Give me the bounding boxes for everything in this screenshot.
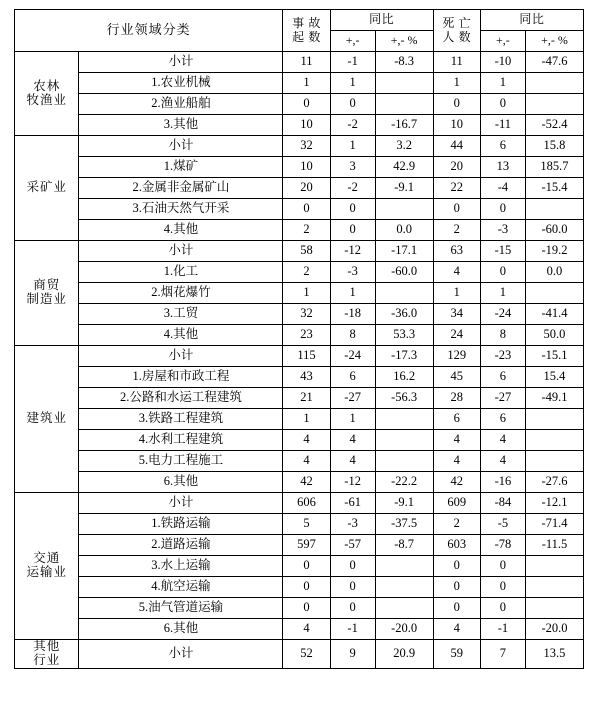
table-row: [15, 220, 584, 241]
accident-delta-pct: [375, 556, 433, 577]
accident-count: 52: [283, 640, 330, 669]
accident-count: 1: [283, 409, 330, 430]
accident-delta-pct: -9.1: [375, 493, 433, 514]
death-count: 0: [433, 556, 480, 577]
row-item-label: 4.水利工程建筑: [79, 430, 283, 451]
death-delta-abs: -84: [480, 493, 525, 514]
row-item-label: 3.其他: [79, 115, 283, 136]
death-delta-abs: -16: [480, 472, 525, 493]
accident-delta-pct: [375, 283, 433, 304]
header-death-delta-pct: +,- %: [525, 31, 583, 52]
death-delta-pct: -60.0: [525, 220, 583, 241]
death-delta-abs: 0: [480, 199, 525, 220]
table-row: [15, 73, 584, 94]
table-row: [15, 325, 584, 346]
table-header: [15, 10, 584, 52]
death-delta-pct: -19.2: [525, 241, 583, 262]
death-count: 24: [433, 325, 480, 346]
accident-delta-abs: 0: [330, 220, 375, 241]
death-count: 44: [433, 136, 480, 157]
row-subtotal-label: 小计: [79, 52, 283, 73]
death-delta-abs: 8: [480, 325, 525, 346]
accident-delta-abs: 1: [330, 136, 375, 157]
accident-delta-pct: -20.0: [375, 619, 433, 640]
accident-delta-pct: -60.0: [375, 262, 433, 283]
accident-delta-abs: 9: [330, 640, 375, 669]
row-item-label: 5.电力工程施工: [79, 451, 283, 472]
death-delta-abs: -78: [480, 535, 525, 556]
death-delta-pct: -47.6: [525, 52, 583, 73]
accident-delta-abs: 6: [330, 367, 375, 388]
death-delta-abs: 7: [480, 640, 525, 669]
accident-count: 32: [283, 136, 330, 157]
accident-delta-abs: -57: [330, 535, 375, 556]
death-count: 34: [433, 304, 480, 325]
industry-label: [15, 52, 79, 136]
industry-label-line: 商贸: [33, 278, 61, 293]
accident-count: 0: [283, 598, 330, 619]
table-row: [15, 430, 584, 451]
accident-delta-abs: -1: [330, 52, 375, 73]
accident-delta-abs: 1: [330, 283, 375, 304]
accident-delta-abs: -18: [330, 304, 375, 325]
header-accident-delta-abs: +,-: [330, 31, 375, 52]
accident-delta-abs: -12: [330, 472, 375, 493]
death-count: 0: [433, 199, 480, 220]
row-item-label: 2.渔业船舶: [79, 94, 283, 115]
death-delta-pct: -27.6: [525, 472, 583, 493]
row-item-label: 1.房屋和市政工程: [79, 367, 283, 388]
row-item-label: 3.水上运输: [79, 556, 283, 577]
table-row: [15, 199, 584, 220]
death-count: 1: [433, 283, 480, 304]
header-category: 行业领域分类: [15, 10, 283, 52]
accident-delta-pct: -22.2: [375, 472, 433, 493]
row-subtotal-label: 小计: [79, 241, 283, 262]
accident-count: 10: [283, 115, 330, 136]
row-subtotal-label: 小计: [79, 136, 283, 157]
accident-delta-pct: -36.0: [375, 304, 433, 325]
death-delta-abs: -4: [480, 178, 525, 199]
death-delta-pct: [525, 73, 583, 94]
table-row: [15, 367, 584, 388]
accident-delta-pct: -56.3: [375, 388, 433, 409]
death-delta-abs: 6: [480, 409, 525, 430]
accident-delta-abs: 8: [330, 325, 375, 346]
row-item-label: 1.铁路运输: [79, 514, 283, 535]
death-delta-abs: 0: [480, 94, 525, 115]
death-delta-abs: 6: [480, 367, 525, 388]
accident-count: 0: [283, 556, 330, 577]
row-item-label: 5.油气管道运输: [79, 598, 283, 619]
death-delta-abs: 1: [480, 283, 525, 304]
accident-count: 1: [283, 283, 330, 304]
accident-delta-abs: 0: [330, 577, 375, 598]
row-item-label: 3.铁路工程建筑: [79, 409, 283, 430]
death-delta-pct: -71.4: [525, 514, 583, 535]
accident-count: 21: [283, 388, 330, 409]
death-delta-pct: 15.8: [525, 136, 583, 157]
accident-delta-pct: 42.9: [375, 157, 433, 178]
death-delta-abs: -27: [480, 388, 525, 409]
accident-count: 2: [283, 262, 330, 283]
industry-label: [15, 136, 79, 241]
accident-count: 42: [283, 472, 330, 493]
industry-label: [15, 493, 79, 640]
table-row: [15, 115, 584, 136]
table-row: [15, 283, 584, 304]
death-delta-abs: -15: [480, 241, 525, 262]
death-delta-pct: -15.1: [525, 346, 583, 367]
header-death-delta-abs: +,-: [480, 31, 525, 52]
row-item-label: 4.其他: [79, 325, 283, 346]
header-death-count: 死 亡 人 数: [433, 10, 480, 52]
accident-count: 4: [283, 451, 330, 472]
industry-label-line: 牧渔业: [26, 92, 67, 107]
death-count: 2: [433, 220, 480, 241]
death-count: 20: [433, 157, 480, 178]
death-count: 45: [433, 367, 480, 388]
death-delta-pct: 0.0: [525, 262, 583, 283]
accident-delta-abs: -27: [330, 388, 375, 409]
death-count: 6: [433, 409, 480, 430]
table-row: [15, 535, 584, 556]
accident-delta-pct: [375, 577, 433, 598]
accident-count: 5: [283, 514, 330, 535]
accident-delta-abs: 4: [330, 451, 375, 472]
accident-delta-pct: 3.2: [375, 136, 433, 157]
row-item-label: 1.农业机械: [79, 73, 283, 94]
table-row: [15, 304, 584, 325]
table-row: [15, 262, 584, 283]
death-delta-pct: [525, 94, 583, 115]
death-delta-pct: [525, 577, 583, 598]
accident-delta-abs: 4: [330, 430, 375, 451]
accident-delta-pct: -9.1: [375, 178, 433, 199]
accident-delta-pct: -16.7: [375, 115, 433, 136]
industry-label: [15, 640, 79, 669]
accident-delta-pct: 20.9: [375, 640, 433, 669]
accident-delta-abs: 1: [330, 409, 375, 430]
death-delta-pct: 185.7: [525, 157, 583, 178]
header-accident-count: 事 故 起 数: [283, 10, 330, 52]
accident-delta-abs: 1: [330, 73, 375, 94]
accident-delta-abs: -3: [330, 262, 375, 283]
accident-delta-pct: 16.2: [375, 367, 433, 388]
accident-delta-abs: -24: [330, 346, 375, 367]
accident-delta-pct: [375, 94, 433, 115]
death-delta-abs: -11: [480, 115, 525, 136]
accident-count: 597: [283, 535, 330, 556]
accident-delta-abs: 3: [330, 157, 375, 178]
table-row: [15, 409, 584, 430]
accident-delta-abs: 0: [330, 598, 375, 619]
table-row: [15, 157, 584, 178]
industry-label-line: 其他: [33, 639, 61, 653]
death-delta-abs: 4: [480, 451, 525, 472]
accident-delta-pct: [375, 598, 433, 619]
accident-count: 20: [283, 178, 330, 199]
row-item-label: 4.航空运输: [79, 577, 283, 598]
industry-label-line: 制造业: [26, 292, 67, 306]
death-delta-abs: 0: [480, 556, 525, 577]
accident-delta-pct: 53.3: [375, 325, 433, 346]
header-row-1: [15, 10, 584, 31]
death-delta-pct: [525, 409, 583, 430]
header-accident-delta-pct: +,- %: [375, 31, 433, 52]
death-delta-abs: -5: [480, 514, 525, 535]
death-delta-abs: 6: [480, 136, 525, 157]
accident-delta-pct: [375, 409, 433, 430]
table-row: [15, 514, 584, 535]
death-delta-pct: [525, 451, 583, 472]
death-count: 2: [433, 514, 480, 535]
row-item-label: 2.烟花爆竹: [79, 283, 283, 304]
accident-delta-pct: -37.5: [375, 514, 433, 535]
death-count: 59: [433, 640, 480, 669]
table-row: [15, 577, 584, 598]
death-delta-pct: -20.0: [525, 619, 583, 640]
row-item-label: 3.工贸: [79, 304, 283, 325]
industry-label: [15, 346, 79, 493]
accident-delta-abs: 0: [330, 94, 375, 115]
death-delta-pct: [525, 199, 583, 220]
accident-count: 4: [283, 430, 330, 451]
death-delta-pct: [525, 556, 583, 577]
row-item-label: 3.石油天然气开采: [79, 199, 283, 220]
row-item-label: 6.其他: [79, 472, 283, 493]
death-delta-abs: -3: [480, 220, 525, 241]
accident-delta-abs: -1: [330, 619, 375, 640]
death-delta-pct: [525, 430, 583, 451]
accident-delta-pct: [375, 430, 433, 451]
statistics-sheet: [0, 9, 600, 728]
industry-label-line: 行业: [33, 652, 61, 667]
accident-delta-abs: -3: [330, 514, 375, 535]
industry-label-line: 运输业: [26, 565, 67, 579]
accident-delta-pct: -17.1: [375, 241, 433, 262]
row-subtotal-label: 小计: [79, 346, 283, 367]
row-item-label: 2.道路运输: [79, 535, 283, 556]
row-item-label: 4.其他: [79, 220, 283, 241]
header-death-yoy: 同比: [480, 10, 583, 31]
accident-count: 32: [283, 304, 330, 325]
row-item-label: 2.金属非金属矿山: [79, 178, 283, 199]
death-count: 10: [433, 115, 480, 136]
industry-label-line: 建筑业: [26, 411, 67, 426]
industry-label-line: 农林: [33, 78, 61, 93]
table-body: [15, 52, 584, 669]
accident-delta-abs: 0: [330, 199, 375, 220]
death-delta-pct: [525, 283, 583, 304]
table-row: [15, 52, 584, 73]
accident-count: 2: [283, 220, 330, 241]
death-delta-abs: -1: [480, 619, 525, 640]
table-row: [15, 619, 584, 640]
industry-label: [15, 241, 79, 346]
row-subtotal-label: 小计: [79, 493, 283, 514]
death-count: 11: [433, 52, 480, 73]
death-delta-pct: 15.4: [525, 367, 583, 388]
death-delta-pct: -11.5: [525, 535, 583, 556]
death-count: 22: [433, 178, 480, 199]
table-row: [15, 178, 584, 199]
death-delta-pct: -49.1: [525, 388, 583, 409]
death-count: 63: [433, 241, 480, 262]
accident-count: 11: [283, 52, 330, 73]
death-delta-abs: 0: [480, 598, 525, 619]
table-row: [15, 241, 584, 262]
table-row: [15, 493, 584, 514]
death-delta-pct: [525, 598, 583, 619]
table-row: [15, 640, 584, 669]
death-delta-pct: 13.5: [525, 640, 583, 669]
accident-delta-pct: [375, 199, 433, 220]
accident-count: 43: [283, 367, 330, 388]
death-delta-abs: 13: [480, 157, 525, 178]
table-row: [15, 136, 584, 157]
row-item-label: 1.化工: [79, 262, 283, 283]
death-count: 28: [433, 388, 480, 409]
accident-delta-pct: -8.3: [375, 52, 433, 73]
death-count: 129: [433, 346, 480, 367]
table-row: [15, 94, 584, 115]
accident-delta-abs: -2: [330, 115, 375, 136]
row-subtotal-label: 小计: [79, 640, 283, 669]
death-delta-pct: -12.1: [525, 493, 583, 514]
death-delta-abs: 0: [480, 577, 525, 598]
accident-delta-pct: -8.7: [375, 535, 433, 556]
death-delta-pct: 50.0: [525, 325, 583, 346]
death-count: 42: [433, 472, 480, 493]
accident-delta-abs: -61: [330, 493, 375, 514]
accident-count: 0: [283, 577, 330, 598]
accident-delta-pct: 0.0: [375, 220, 433, 241]
death-count: 4: [433, 262, 480, 283]
accident-delta-abs: -12: [330, 241, 375, 262]
death-delta-pct: -41.4: [525, 304, 583, 325]
table-row: [15, 451, 584, 472]
row-item-label: 1.煤矿: [79, 157, 283, 178]
table-row: [15, 598, 584, 619]
accident-delta-abs: -2: [330, 178, 375, 199]
industry-label-line: 交通: [33, 551, 61, 566]
death-count: 0: [433, 577, 480, 598]
accident-delta-pct: [375, 73, 433, 94]
death-count: 603: [433, 535, 480, 556]
death-count: 4: [433, 451, 480, 472]
row-item-label: 6.其他: [79, 619, 283, 640]
header-accident-yoy: 同比: [330, 10, 433, 31]
table-row: [15, 472, 584, 493]
accident-count: 58: [283, 241, 330, 262]
death-count: 609: [433, 493, 480, 514]
row-item-label: 2.公路和水运工程建筑: [79, 388, 283, 409]
death-delta-abs: -24: [480, 304, 525, 325]
accident-count: 4: [283, 619, 330, 640]
table-row: [15, 346, 584, 367]
accident-count: 0: [283, 199, 330, 220]
death-delta-pct: -52.4: [525, 115, 583, 136]
death-count: 4: [433, 619, 480, 640]
industry-label-line: 采矿业: [26, 180, 67, 195]
accident-count: 606: [283, 493, 330, 514]
death-count: 0: [433, 598, 480, 619]
death-delta-abs: 4: [480, 430, 525, 451]
death-delta-abs: 0: [480, 262, 525, 283]
death-count: 4: [433, 430, 480, 451]
death-count: 1: [433, 73, 480, 94]
accident-statistics-table: [14, 9, 584, 669]
death-delta-abs: -10: [480, 52, 525, 73]
table-row: [15, 556, 584, 577]
death-delta-abs: -23: [480, 346, 525, 367]
death-delta-pct: -15.4: [525, 178, 583, 199]
death-delta-abs: 1: [480, 73, 525, 94]
accident-delta-pct: -17.3: [375, 346, 433, 367]
accident-count: 10: [283, 157, 330, 178]
accident-count: 1: [283, 73, 330, 94]
accident-delta-abs: 0: [330, 556, 375, 577]
table-row: [15, 388, 584, 409]
accident-count: 0: [283, 94, 330, 115]
accident-count: 23: [283, 325, 330, 346]
accident-count: 115: [283, 346, 330, 367]
accident-delta-pct: [375, 451, 433, 472]
death-count: 0: [433, 94, 480, 115]
